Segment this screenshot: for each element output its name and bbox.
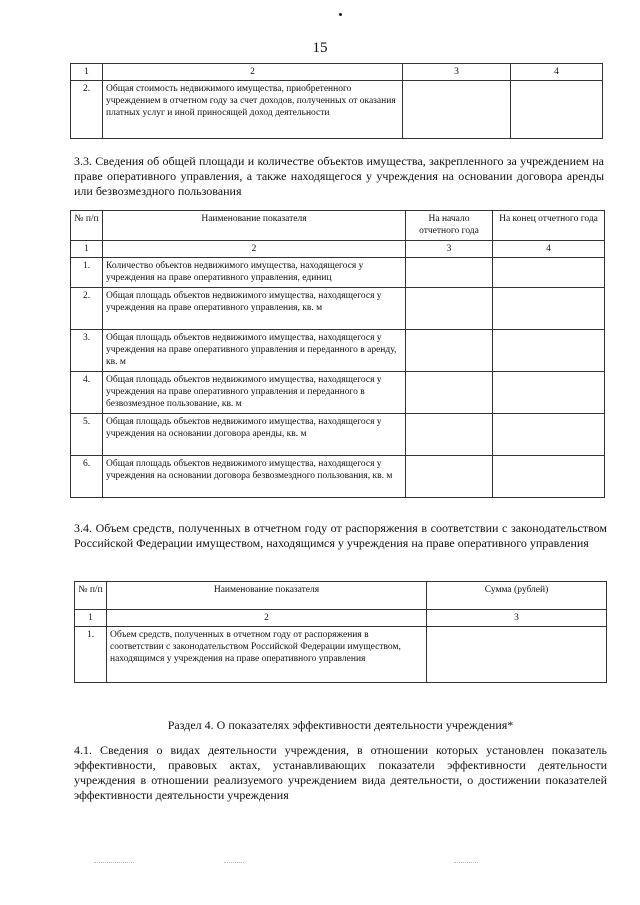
section-4-1-text: 4.1. Сведения о видах деятельности учреждения, в отношении которых установлен показатель эффективности, правовых актах, устанавливающих показатели эффективности деятельности учреждения в отношении реализуемого учреждением вида деятельности, о достижении показателей эффективности деятельности учреждения: [74, 743, 607, 802]
row-value-start: [406, 288, 493, 330]
header-num: № п/п: [75, 582, 107, 610]
table-row: [71, 372, 605, 414]
row-number: 2.: [71, 81, 103, 139]
row-number: 4.: [71, 372, 103, 414]
col-number-1: 1: [71, 64, 103, 81]
row-text: Общая площадь объектов недвижимого имущества, находящегося у учреждения на праве оперативного управления и переданного в безвозмездное пользование, кв. м: [103, 372, 406, 414]
row-text: Общая площадь объектов недвижимого имущества, находящегося у учреждения на праве оперативного управления и переданного в аренду, кв. м: [103, 330, 406, 372]
row-value-start: [406, 258, 493, 288]
row-text: Общая стоимость недвижимого имущества, приобретенного учреждением в отчетном году за счет доходов, полученных от оказания платных услуг и иной приносящей доход деятельности: [103, 81, 403, 139]
row-text: Общая площадь объектов недвижимого имущества, находящегося у учреждения на основании договора аренды, кв. м: [103, 414, 406, 456]
row-number: 3.: [71, 330, 103, 372]
table-row: [75, 627, 607, 683]
col-number-1: 1: [71, 241, 103, 258]
page-number: 15: [312, 40, 328, 56]
row-value-end: [493, 414, 605, 456]
col-number-3: 3: [427, 610, 607, 627]
row-value-end: [493, 456, 605, 498]
row-number: 2.: [71, 288, 103, 330]
section-4-title: Раздел 4. О показателях эффективности деятельности учреждения*: [167, 718, 514, 732]
row-value-end: [493, 372, 605, 414]
row-text: Объем средств, полученных в отчетном году от распоряжения в соответствии с законодательством Российской Федерации имуществом, находящимся у учреждения на праве оперативного управления: [107, 627, 427, 683]
section-3-4-text: 3.4. Объем средств, полученных в отчетном году от распоряжения в соответствии с законодательством Российской Федерации имуществом, находящимся у учреждения на праве оперативного управления: [74, 521, 607, 550]
row-value-sum: [427, 627, 607, 683]
table-continuation: [70, 63, 603, 139]
table-row: [71, 258, 605, 288]
col-number-2: 2: [103, 64, 403, 81]
col-number-2: 2: [107, 610, 427, 627]
row-value-end: [493, 288, 605, 330]
col-number-3: 3: [406, 241, 493, 258]
col-number-1: 1: [75, 610, 107, 627]
col-number-4: 4: [511, 64, 603, 81]
row-value-end: [493, 258, 605, 288]
row-value-start: [403, 81, 511, 139]
header-name: Наименование показателя: [107, 582, 427, 610]
scan-artifact-line: [94, 862, 134, 864]
table-row: [71, 456, 605, 498]
row-value-end: [493, 330, 605, 372]
table-row: [71, 414, 605, 456]
row-text: Общая площадь объектов недвижимого имущества, находящегося у учреждения на основании договора безвозмездного пользования, кв. м: [103, 456, 406, 498]
col-number-2: 2: [103, 241, 406, 258]
page-dot-mark: [339, 13, 342, 16]
table-header-numbers: [71, 241, 605, 258]
table-header-numbers: [75, 610, 607, 627]
header-end: На конец отчетного года: [493, 211, 605, 241]
table-header-numbers: [71, 64, 603, 81]
row-text: Общая площадь объектов недвижимого имущества, находящегося у учреждения на праве оперативного управления, кв. м: [103, 288, 406, 330]
row-value-start: [406, 330, 493, 372]
table-header: [75, 582, 607, 610]
row-value-start: [406, 414, 493, 456]
row-text: Количество объектов недвижимого имущества, находящегося у учреждения на праве оперативного управления, единиц: [103, 258, 406, 288]
row-number: 5.: [71, 414, 103, 456]
scan-artifact-line: [454, 862, 478, 864]
table-3-4: [74, 581, 607, 683]
header-name: Наименование показателя: [103, 211, 406, 241]
table-3-3: [70, 210, 605, 498]
scan-artifact-line: [224, 862, 244, 864]
col-number-4: 4: [493, 241, 605, 258]
row-value-end: [511, 81, 603, 139]
table-row: [71, 81, 603, 139]
header-sum: Сумма (рублей): [427, 582, 607, 610]
row-number: 6.: [71, 456, 103, 498]
table-row: [71, 330, 605, 372]
row-value-start: [406, 456, 493, 498]
row-number: 1.: [75, 627, 107, 683]
table-header: [71, 211, 605, 241]
header-num: № п/п: [71, 211, 103, 241]
row-value-start: [406, 372, 493, 414]
header-start: На начало отчетного года: [406, 211, 493, 241]
col-number-3: 3: [403, 64, 511, 81]
section-3-3-text: 3.3. Сведения об общей площади и количестве объектов имущества, закрепленного за учреждением на праве оперативного управления, а также находящегося у учреждения на основании договора аренды или безвозмездного пользования: [74, 154, 604, 198]
table-row: [71, 288, 605, 330]
row-number: 1.: [71, 258, 103, 288]
